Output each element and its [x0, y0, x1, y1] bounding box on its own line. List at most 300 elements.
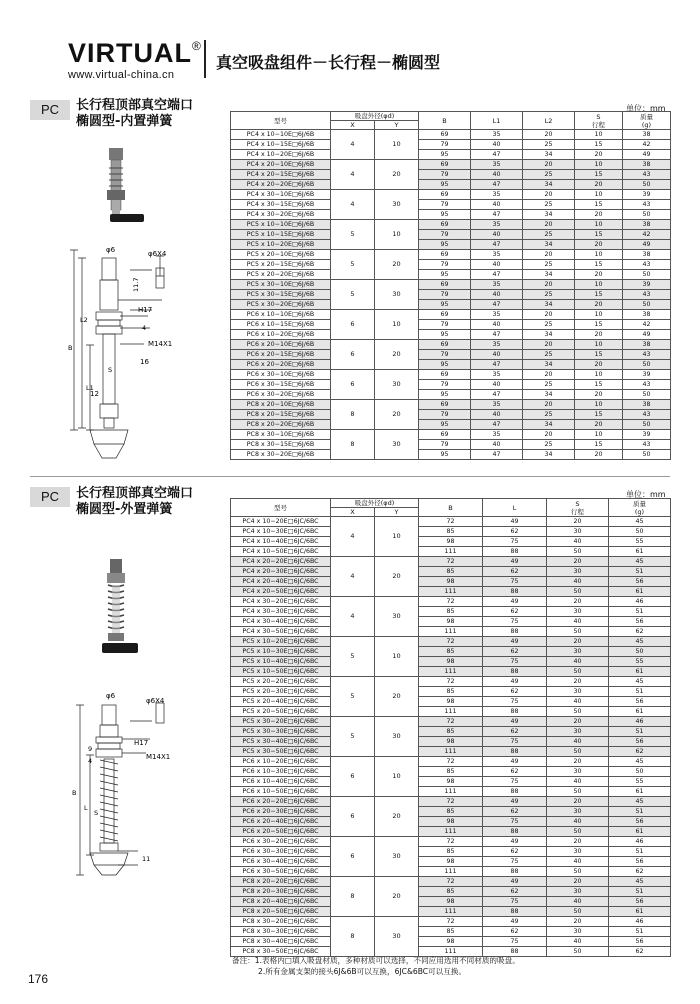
table-row	[231, 430, 671, 440]
table-row	[231, 607, 671, 617]
value-cell: 40	[471, 230, 523, 240]
value-cell: 45	[609, 677, 671, 687]
value-cell: 72	[419, 877, 483, 887]
dim2-m14x1: M14X1	[146, 753, 171, 761]
value-cell: 20	[523, 310, 575, 320]
dim-12: 12	[90, 390, 99, 398]
value-cell: 50	[623, 450, 671, 460]
value-cell: 20	[575, 330, 623, 340]
table-row	[231, 727, 671, 737]
table-row	[231, 827, 671, 837]
table-row	[231, 450, 671, 460]
table-row	[231, 667, 671, 677]
col-mass: 质量 (g)	[623, 112, 671, 130]
value-cell: 46	[609, 717, 671, 727]
value-cell: 98	[419, 617, 483, 627]
table-row	[231, 857, 671, 867]
model-cell: PC6 x 30−40E□6JC/6BC	[231, 857, 331, 867]
col-s: S 行程	[575, 112, 623, 130]
diameter-x-cell: 6	[331, 837, 375, 877]
value-cell: 40	[547, 617, 609, 627]
dim-11-7: 11.7	[132, 277, 140, 292]
value-cell: 72	[419, 517, 483, 527]
model-cell: PC6 x 30−20E□6JC/6BC	[231, 837, 331, 847]
page-number: 176	[28, 972, 49, 986]
diameter-y-cell: 30	[375, 190, 419, 220]
value-cell: 46	[609, 597, 671, 607]
table-row	[231, 557, 671, 567]
value-cell: 75	[483, 737, 547, 747]
value-cell: 35	[471, 340, 523, 350]
section2-title-line1: 长行程顶部真空端口	[76, 486, 194, 501]
value-cell: 61	[609, 587, 671, 597]
model-cell: PC5 x 20−15E□6J/6B	[231, 260, 331, 270]
value-cell: 49	[483, 557, 547, 567]
diameter-x-cell: 6	[331, 370, 375, 400]
value-cell: 49	[483, 837, 547, 847]
value-cell: 15	[575, 320, 623, 330]
value-cell: 88	[483, 667, 547, 677]
table-row	[231, 517, 671, 527]
value-cell: 47	[471, 450, 523, 460]
value-cell: 43	[623, 440, 671, 450]
value-cell: 35	[471, 190, 523, 200]
model-cell: PC6 x 20−15E□6J/6B	[231, 350, 331, 360]
value-cell: 111	[419, 547, 483, 557]
model-cell: PC6 x 30−50E□6JC/6BC	[231, 867, 331, 877]
model-cell: PC8 x 20−30E□6JC/6BC	[231, 887, 331, 897]
dim2-h17: H17	[134, 739, 149, 747]
value-cell: 72	[419, 757, 483, 767]
value-cell: 30	[547, 927, 609, 937]
section-divider	[30, 476, 670, 477]
value-cell: 43	[623, 170, 671, 180]
diameter-y-cell: 20	[375, 797, 419, 837]
col-y: Y	[375, 121, 419, 130]
value-cell: 85	[419, 527, 483, 537]
value-cell: 30	[547, 807, 609, 817]
model-cell: PC4 x 30−50E□6JC/6BC	[231, 627, 331, 637]
value-cell: 61	[609, 547, 671, 557]
model-cell: PC4 x 20−40E□6JC/6BC	[231, 577, 331, 587]
diameter-y-cell: 20	[375, 877, 419, 917]
model-cell: PC4 x 10−50E□6JC/6BC	[231, 547, 331, 557]
value-cell: 40	[471, 170, 523, 180]
model-cell: PC6 x 10−50E□6JC/6BC	[231, 787, 331, 797]
model-cell: PC8 x 20−10E□6J/6B	[231, 400, 331, 410]
value-cell: 62	[483, 927, 547, 937]
value-cell: 79	[419, 290, 471, 300]
col-diameter: 吸盘外径(φd)	[331, 112, 419, 121]
value-cell: 38	[623, 400, 671, 410]
value-cell: 38	[623, 220, 671, 230]
value-cell: 40	[547, 857, 609, 867]
diameter-y-cell: 10	[375, 220, 419, 250]
value-cell: 47	[471, 300, 523, 310]
value-cell: 51	[609, 927, 671, 937]
table-row	[231, 220, 671, 230]
dim-l2: L2	[80, 316, 88, 324]
col2-mass: 质量 (g)	[609, 499, 671, 517]
value-cell: 49	[483, 677, 547, 687]
model-cell: PC4 x 20−15E□6J/6B	[231, 170, 331, 180]
value-cell: 79	[419, 170, 471, 180]
table-row	[231, 717, 671, 727]
model-cell: PC8 x 20−40E□6JC/6BC	[231, 897, 331, 907]
technical-drawing	[70, 250, 164, 458]
diameter-x-cell: 6	[331, 797, 375, 837]
model-cell: PC6 x 20−50E□6JC/6BC	[231, 827, 331, 837]
value-cell: 10	[575, 400, 623, 410]
table-row	[231, 240, 671, 250]
value-cell: 15	[575, 200, 623, 210]
model-cell: PC8 x 30−15E□6J/6B	[231, 440, 331, 450]
col2-model: 型号	[231, 499, 331, 517]
diameter-x-cell: 4	[331, 130, 375, 160]
diameter-y-cell: 10	[375, 310, 419, 340]
technical-drawing-2	[76, 703, 164, 875]
dim-m14x1: M14X1	[148, 340, 173, 348]
value-cell: 38	[623, 160, 671, 170]
table-row	[231, 250, 671, 260]
value-cell: 95	[419, 150, 471, 160]
value-cell: 85	[419, 607, 483, 617]
value-cell: 20	[547, 797, 609, 807]
model-cell: PC5 x 10−15E□6J/6B	[231, 230, 331, 240]
value-cell: 35	[471, 400, 523, 410]
table-row	[231, 877, 671, 887]
value-cell: 47	[471, 390, 523, 400]
value-cell: 95	[419, 180, 471, 190]
value-cell: 72	[419, 797, 483, 807]
value-cell: 72	[419, 837, 483, 847]
diameter-y-cell: 10	[375, 637, 419, 677]
value-cell: 111	[419, 667, 483, 677]
value-cell: 34	[523, 330, 575, 340]
value-cell: 35	[471, 250, 523, 260]
value-cell: 35	[471, 430, 523, 440]
value-cell: 98	[419, 777, 483, 787]
value-cell: 40	[471, 350, 523, 360]
value-cell: 62	[483, 527, 547, 537]
value-cell: 15	[575, 290, 623, 300]
diameter-y-cell: 10	[375, 130, 419, 160]
value-cell: 75	[483, 657, 547, 667]
value-cell: 34	[523, 450, 575, 460]
value-cell: 40	[547, 537, 609, 547]
value-cell: 20	[547, 677, 609, 687]
value-cell: 47	[471, 240, 523, 250]
value-cell: 20	[575, 210, 623, 220]
value-cell: 47	[471, 420, 523, 430]
value-cell: 25	[523, 140, 575, 150]
value-cell: 20	[547, 517, 609, 527]
value-cell: 72	[419, 677, 483, 687]
model-cell: PC8 x 30−50E□6JC/6BC	[231, 947, 331, 957]
table-row	[231, 587, 671, 597]
diameter-x-cell: 5	[331, 717, 375, 757]
model-cell: PC6 x 20−20E□6JC/6BC	[231, 797, 331, 807]
dim-s: S	[108, 366, 113, 374]
value-cell: 72	[419, 557, 483, 567]
table-row	[231, 440, 671, 450]
table-row	[231, 330, 671, 340]
model-cell: PC6 x 10−30E□6JC/6BC	[231, 767, 331, 777]
diameter-y-cell: 10	[375, 757, 419, 797]
section1-title-line1: 长行程顶部真空端口	[76, 98, 194, 113]
table-row	[231, 597, 671, 607]
value-cell: 20	[523, 400, 575, 410]
value-cell: 47	[471, 270, 523, 280]
value-cell: 69	[419, 190, 471, 200]
value-cell: 47	[471, 180, 523, 190]
value-cell: 75	[483, 897, 547, 907]
model-cell: PC5 x 10−10E□6J/6B	[231, 220, 331, 230]
section1-drawing	[60, 140, 220, 480]
value-cell: 50	[547, 667, 609, 677]
model-cell: PC5 x 10−40E□6JC/6BC	[231, 657, 331, 667]
value-cell: 95	[419, 360, 471, 370]
value-cell: 45	[609, 877, 671, 887]
diameter-y-cell: 10	[375, 517, 419, 557]
value-cell: 49	[483, 877, 547, 887]
diameter-x-cell: 4	[331, 557, 375, 597]
model-cell: PC5 x 30−40E□6JC/6BC	[231, 737, 331, 747]
table-row	[231, 837, 671, 847]
value-cell: 69	[419, 130, 471, 140]
diameter-x-cell: 4	[331, 597, 375, 637]
diameter-x-cell: 4	[331, 517, 375, 557]
value-cell: 98	[419, 897, 483, 907]
value-cell: 49	[623, 240, 671, 250]
table-row	[231, 807, 671, 817]
value-cell: 62	[483, 887, 547, 897]
table-row	[231, 340, 671, 350]
col-model: 型号	[231, 112, 331, 130]
value-cell: 34	[523, 210, 575, 220]
table-row	[231, 777, 671, 787]
value-cell: 79	[419, 140, 471, 150]
value-cell: 111	[419, 827, 483, 837]
value-cell: 79	[419, 260, 471, 270]
value-cell: 51	[609, 687, 671, 697]
diameter-x-cell: 5	[331, 250, 375, 280]
model-cell: PC4 x 20−20E□6JC/6BC	[231, 557, 331, 567]
value-cell: 25	[523, 350, 575, 360]
table-row	[231, 937, 671, 947]
value-cell: 38	[623, 340, 671, 350]
value-cell: 85	[419, 807, 483, 817]
value-cell: 10	[575, 370, 623, 380]
diameter-x-cell: 5	[331, 677, 375, 717]
value-cell: 61	[609, 707, 671, 717]
value-cell: 34	[523, 360, 575, 370]
model-cell: PC6 x 10−10E□6J/6B	[231, 310, 331, 320]
value-cell: 69	[419, 160, 471, 170]
value-cell: 50	[623, 210, 671, 220]
value-cell: 75	[483, 577, 547, 587]
value-cell: 38	[623, 250, 671, 260]
table-row	[231, 270, 671, 280]
value-cell: 49	[483, 757, 547, 767]
value-cell: 40	[471, 320, 523, 330]
value-cell: 20	[575, 300, 623, 310]
table-row	[231, 230, 671, 240]
dim2-l: L	[84, 804, 88, 812]
value-cell: 42	[623, 320, 671, 330]
col2-diameter: 吸盘外径(φd)	[331, 499, 419, 508]
value-cell: 51	[609, 727, 671, 737]
diameter-y-cell: 20	[375, 557, 419, 597]
model-cell: PC6 x 20−40E□6JC/6BC	[231, 817, 331, 827]
model-cell: PC5 x 20−20E□6J/6B	[231, 270, 331, 280]
value-cell: 25	[523, 260, 575, 270]
value-cell: 111	[419, 787, 483, 797]
value-cell: 15	[575, 380, 623, 390]
table-row	[231, 707, 671, 717]
value-cell: 25	[523, 410, 575, 420]
table-row	[231, 907, 671, 917]
dim-4: 4	[142, 324, 147, 332]
table-row	[231, 200, 671, 210]
model-cell: PC5 x 10−30E□6JC/6BC	[231, 647, 331, 657]
value-cell: 20	[523, 340, 575, 350]
table-row	[231, 360, 671, 370]
value-cell: 40	[547, 697, 609, 707]
value-cell: 111	[419, 627, 483, 637]
value-cell: 75	[483, 617, 547, 627]
table-row	[231, 537, 671, 547]
value-cell: 50	[547, 827, 609, 837]
value-cell: 56	[609, 897, 671, 907]
value-cell: 34	[523, 240, 575, 250]
table-row	[231, 897, 671, 907]
model-cell: PC8 x 20−50E□6JC/6BC	[231, 907, 331, 917]
value-cell: 20	[575, 150, 623, 160]
value-cell: 20	[523, 130, 575, 140]
value-cell: 88	[483, 787, 547, 797]
value-cell: 111	[419, 867, 483, 877]
value-cell: 20	[547, 597, 609, 607]
note-1: 备注：1.表格内□填入吸盘材质，多种材质可以选择，不同应用选用不同材质的吸盘。	[232, 956, 520, 965]
section2-title-line2: 椭圆型-外置弹簧	[76, 502, 173, 517]
value-cell: 98	[419, 857, 483, 867]
value-cell: 50	[547, 907, 609, 917]
table-row	[231, 927, 671, 937]
value-cell: 20	[547, 637, 609, 647]
dim2-s: S	[94, 809, 99, 817]
value-cell: 25	[523, 440, 575, 450]
dim-phi6: φ6	[106, 246, 116, 254]
value-cell: 30	[547, 887, 609, 897]
value-cell: 47	[471, 330, 523, 340]
value-cell: 61	[609, 827, 671, 837]
table-row	[231, 130, 671, 140]
section2-drawing	[60, 555, 220, 915]
value-cell: 85	[419, 687, 483, 697]
model-cell: PC4 x 30−20E□6J/6B	[231, 210, 331, 220]
model-cell: PC5 x 30−20E□6J/6B	[231, 300, 331, 310]
model-cell: PC8 x 20−15E□6J/6B	[231, 410, 331, 420]
value-cell: 49	[623, 330, 671, 340]
value-cell: 25	[523, 320, 575, 330]
value-cell: 72	[419, 597, 483, 607]
value-cell: 39	[623, 280, 671, 290]
diameter-x-cell: 6	[331, 757, 375, 797]
value-cell: 50	[609, 527, 671, 537]
section1-unit: 单位：mm	[626, 104, 666, 113]
table-row	[231, 797, 671, 807]
value-cell: 51	[609, 607, 671, 617]
value-cell: 20	[547, 917, 609, 927]
value-cell: 20	[523, 190, 575, 200]
model-cell: PC4 x 10−40E□6JC/6BC	[231, 537, 331, 547]
value-cell: 85	[419, 567, 483, 577]
table-row	[231, 160, 671, 170]
value-cell: 50	[547, 547, 609, 557]
website-url: www.virtual-china.cn	[68, 69, 175, 81]
value-cell: 95	[419, 240, 471, 250]
model-cell: PC6 x 30−30E□6JC/6BC	[231, 847, 331, 857]
model-cell: PC8 x 30−40E□6JC/6BC	[231, 937, 331, 947]
value-cell: 15	[575, 170, 623, 180]
value-cell: 56	[609, 937, 671, 947]
diameter-x-cell: 6	[331, 340, 375, 370]
diameter-y-cell: 20	[375, 160, 419, 190]
value-cell: 62	[483, 727, 547, 737]
value-cell: 39	[623, 190, 671, 200]
value-cell: 40	[547, 777, 609, 787]
diameter-x-cell: 4	[331, 160, 375, 190]
value-cell: 15	[575, 410, 623, 420]
value-cell: 40	[547, 657, 609, 667]
model-cell: PC6 x 10−20E□6J/6B	[231, 330, 331, 340]
table-row	[231, 170, 671, 180]
value-cell: 62	[483, 847, 547, 857]
value-cell: 69	[419, 220, 471, 230]
value-cell: 85	[419, 647, 483, 657]
value-cell: 51	[609, 567, 671, 577]
value-cell: 43	[623, 260, 671, 270]
table-row	[231, 867, 671, 877]
section2-unit: 单位：mm	[626, 490, 666, 499]
table-row	[231, 210, 671, 220]
model-cell: PC4 x 10−20E□6JC/6BC	[231, 517, 331, 527]
model-cell: PC6 x 20−10E□6J/6B	[231, 340, 331, 350]
value-cell: 56	[609, 817, 671, 827]
table-row	[231, 140, 671, 150]
value-cell: 95	[419, 210, 471, 220]
model-cell: PC4 x 20−30E□6JC/6BC	[231, 567, 331, 577]
diameter-y-cell: 20	[375, 250, 419, 280]
model-cell: PC4 x 20−20E□6J/6B	[231, 180, 331, 190]
table-row	[231, 527, 671, 537]
diameter-x-cell: 8	[331, 400, 375, 430]
model-cell: PC5 x 20−30E□6JC/6BC	[231, 687, 331, 697]
value-cell: 62	[483, 567, 547, 577]
value-cell: 95	[419, 420, 471, 430]
value-cell: 88	[483, 907, 547, 917]
value-cell: 20	[575, 270, 623, 280]
value-cell: 34	[523, 420, 575, 430]
value-cell: 62	[483, 607, 547, 617]
value-cell: 20	[575, 390, 623, 400]
value-cell: 75	[483, 777, 547, 787]
value-cell: 40	[547, 937, 609, 947]
value-cell: 30	[547, 647, 609, 657]
model-cell: PC5 x 30−30E□6JC/6BC	[231, 727, 331, 737]
note-2: 2.所有金属支架的接头6J&6B可以互换，6JC&6BC可以互换。	[258, 967, 467, 976]
